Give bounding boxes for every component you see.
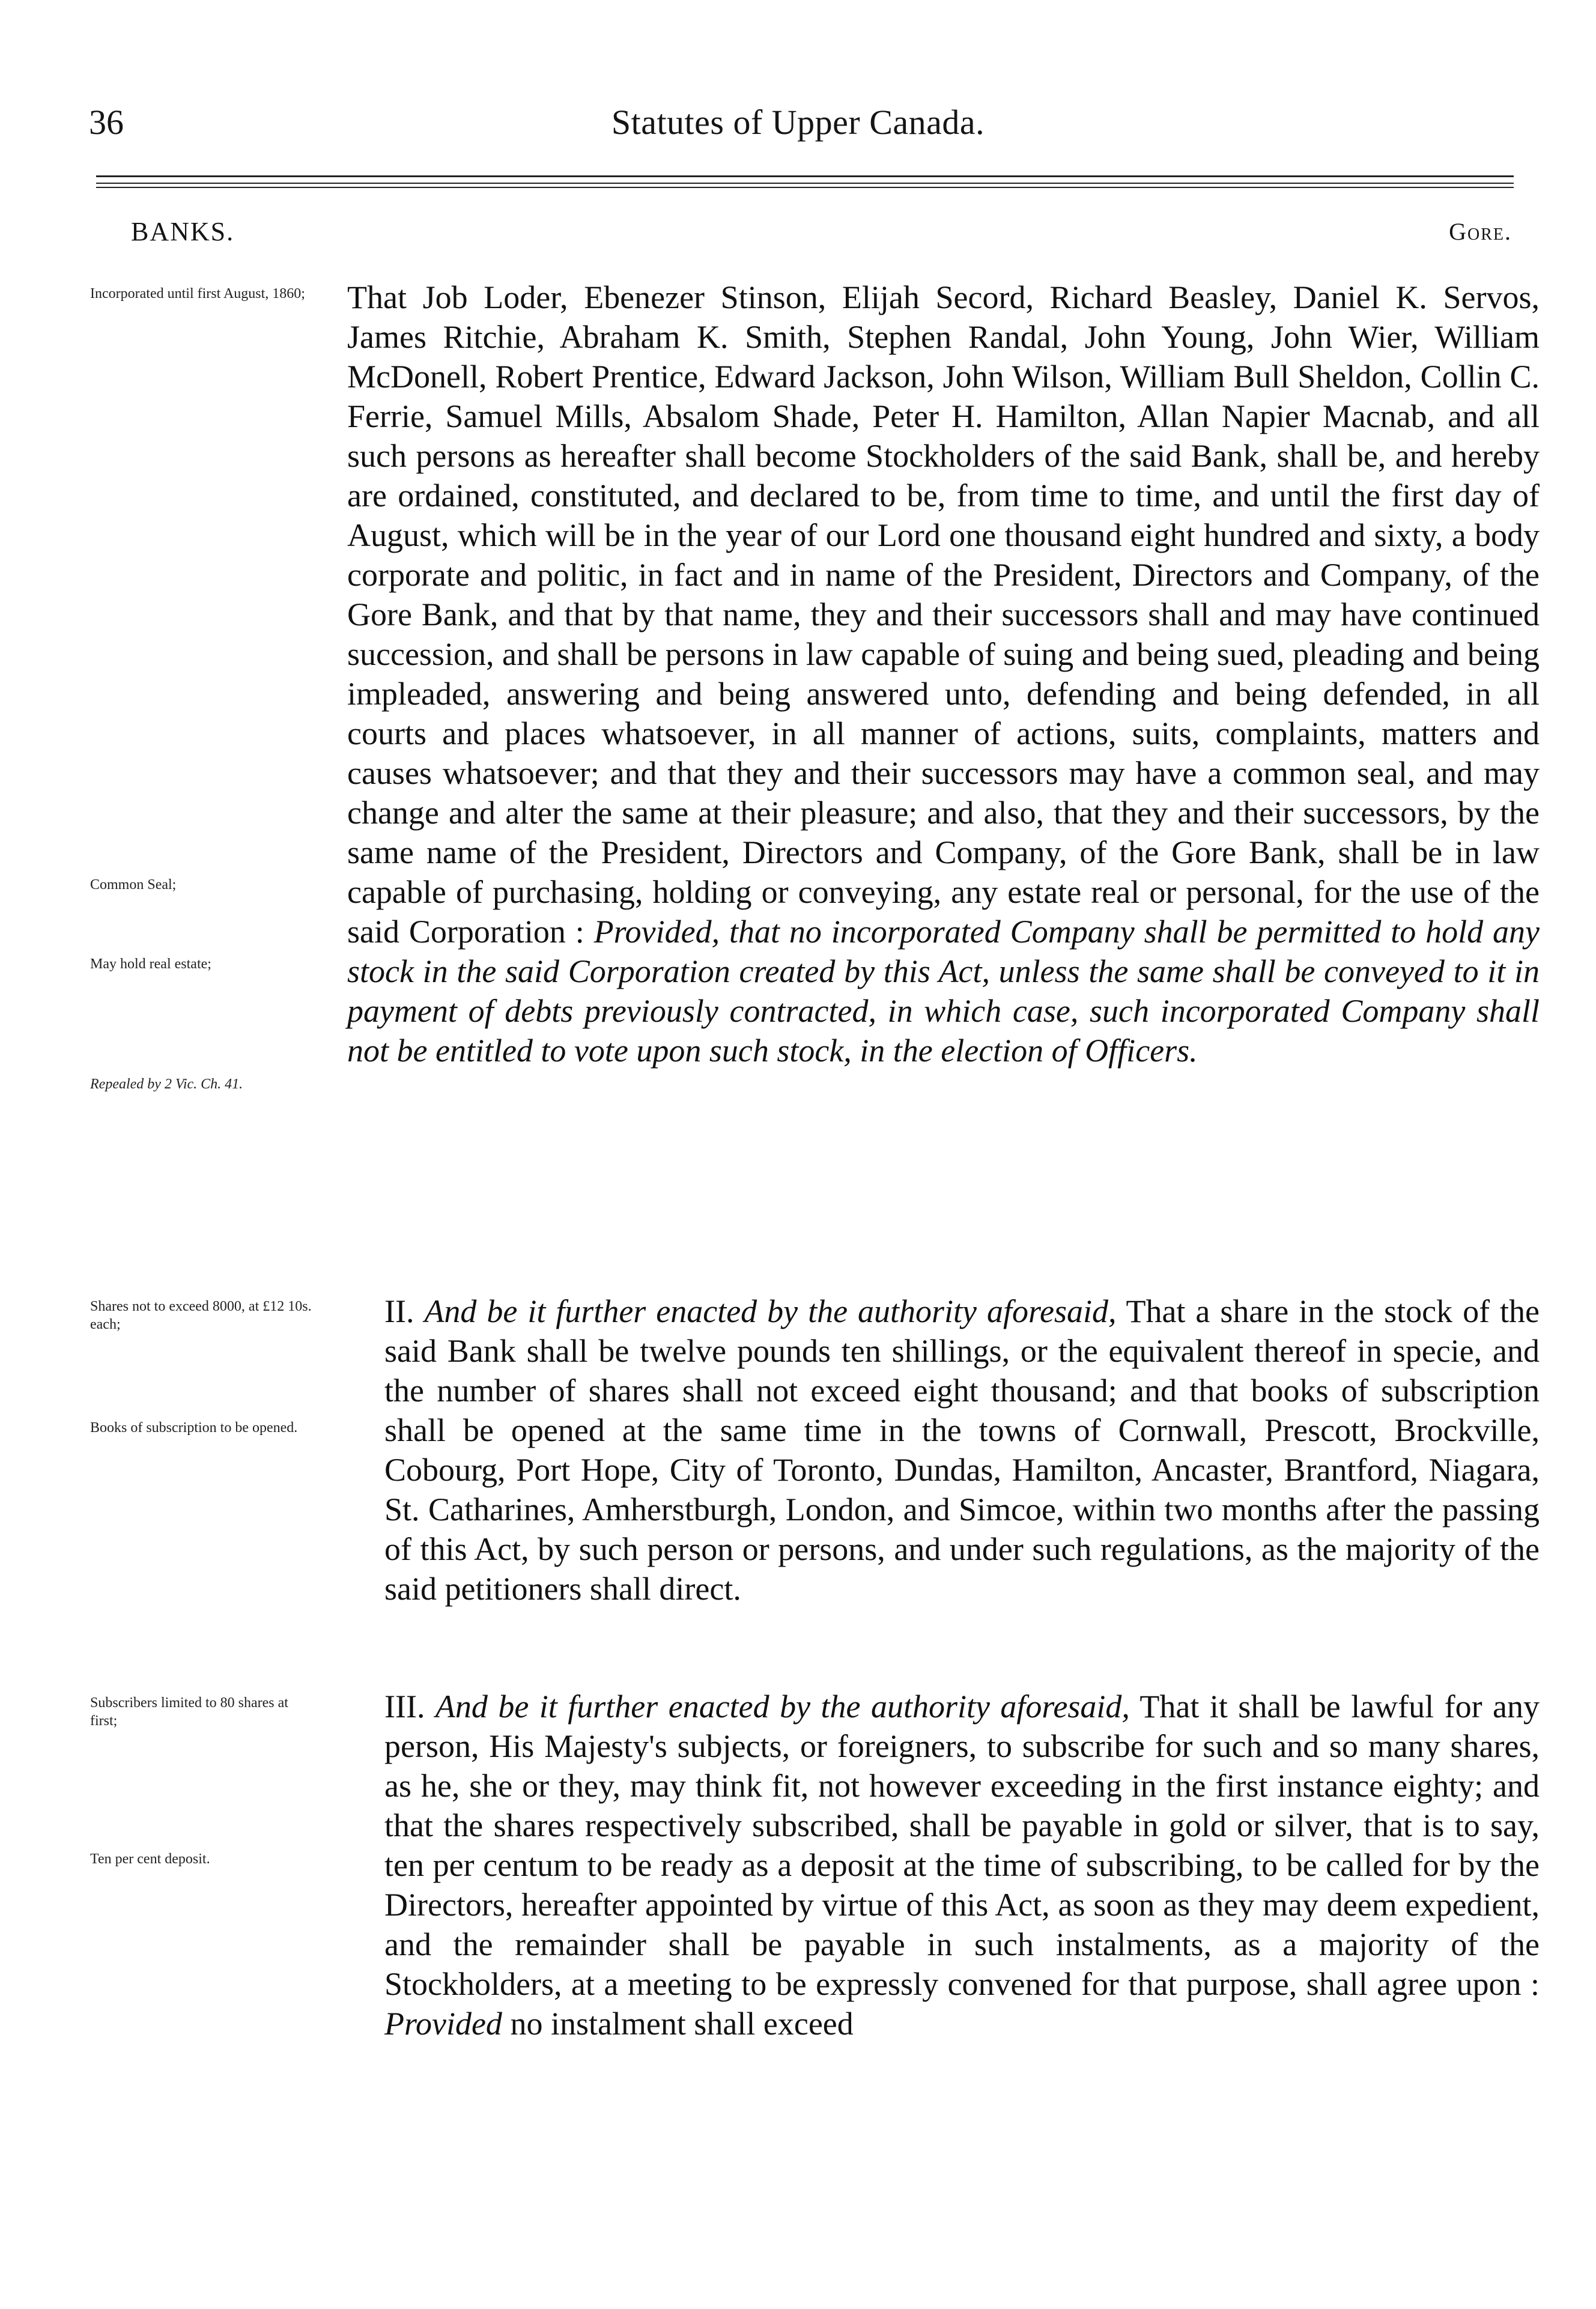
paragraph-2-text: That a share in the stock of the said Bank shall be twelve pounds ten shillings, or the equivalent thereof in specie, and the number of shares shall not exceed eight thousand; and that books of subscription shall be opened at the same time in the towns of Cornwall, Prescott, Brockville, Cobourg, Port Hope, City of Toronto, Dundas, Hamilton, Ancaster, Brantford, Niagara, St. Catharines, Amherstburgh, London, and Simcoe, within two months after the passing of this Act, by such person or persons, and under such regulations, as the majority of the said petitioners shall direct. [384, 1293, 1540, 1607]
paragraph-3-enacting: And be it further enacted by the authority aforesaid, [435, 1689, 1130, 1725]
paragraph-2-enacting: And be it further enacted by the authority aforesaid, [424, 1293, 1117, 1329]
section-heading-left: BANKS. [131, 217, 235, 246]
paragraph-3-provided: Provided [384, 2006, 502, 2042]
paragraph-3-numeral: III. [384, 1689, 425, 1725]
margin-note-repealed: Repealed by 2 Vic. Ch. 41. [90, 1076, 243, 1092]
paragraph-2 [347, 1291, 1540, 1609]
margin-note-shares: Shares not to exceed 8000, at £12 10s. each; [90, 1299, 312, 1332]
paragraph-3 [347, 1687, 1540, 2044]
header-rule-triple [96, 187, 1514, 188]
paragraph-2-numeral: II. [384, 1293, 414, 1329]
margin-note-common-seal: Common Seal; [90, 877, 177, 893]
paragraph-3-tail: no instalment shall exceed [510, 2006, 854, 2042]
page-header [0, 102, 1596, 150]
paragraph-1 [347, 278, 1540, 1070]
margin-note-deposit: Ten per cent deposit. [90, 1851, 210, 1867]
running-title: Statutes of Upper Canada. [611, 103, 985, 142]
paragraph-1-text: That Job Loder, Ebenezer Stinson, Elijah Secord, Richard Beasley, Daniel K. Servos, James Ritchie, Abraham K. Smith, Stephen Randal, John Young, John Wier, William McDonell, Robert Prentice, Edward Jackson, John Wilson, William Bull Sheldon, Collin C. Ferrie, Samuel Mills, Absalom Shade, Peter H. Hamilton, Allan Napier Macnab, and all such persons as hereafter shall become Stockholders of the said Bank, shall be, and hereby are ordained, constituted, and declared to be, from time to time, and until the first day of August, which will be in the year of our Lord one thousand eight hundred and sixty, a body corporate and politic, in fact and in name of the President, Directors and Company, of the Gore Bank, and that by that name, they and their successors shall and may have continued succession, and shall be persons in law capable of suing and being sued, pleading and being impleaded, answering and being answered unto, defending and being defended, in all courts and places whatsoever, in all manner of actions, suits, complaints, matters and causes whatsoever; and that they and their successors may have a common seal, and may change and alter the same at their pleasure; and also, that they and their successors, by the same name of the President, Directors and Company, of the Gore Bank, shall be in law capable of purchasing, holding or conveying, any estate real or personal, for the use of the said Corporation : [347, 279, 1540, 950]
margin-note-incorporated: Incorporated until first August, 1860; [90, 286, 305, 302]
header-rule [96, 175, 1514, 177]
section-heading-right: Gore. [1449, 218, 1512, 245]
paragraph-3-text: That it shall be lawful for any person, His Majesty's subjects, or foreigners, to subscribe for such and so many shares, as he, she or they, may think fit, not however exceeding in the first instance eighty; and that the shares respectively subscribed, shall be payable in gold or silver, that is to say, ten per centum to be ready as a deposit at the time of subscribing, to be called for by the Directors, hereafter appointed by virtue of this Act, as soon as they may deem expedient, and the remainder shall be payable in such instalments, as a majority of the Stockholders, at a meeting to be expressly convened for that purpose, shall agree upon : [384, 1689, 1540, 2002]
margin-note-real-estate: May hold real estate; [90, 956, 211, 972]
margin-note-books: Books of subscription to be opened. [90, 1420, 298, 1436]
page-number: 36 [89, 103, 124, 142]
paragraph-1-proviso: Provided, that no incorporated Company shall be permitted to hold any stock in the said Corporation created by this Act, unless the same shall be conveyed to it in payment of debts previously contracted, in which case, such incorporated Company shall not be entitled to vote upon such stock, in the election of Officers. [347, 914, 1540, 1069]
header-rule-double [96, 183, 1514, 184]
margin-note-subscribers: Subscribers limited to 80 shares at first; [90, 1695, 288, 1729]
